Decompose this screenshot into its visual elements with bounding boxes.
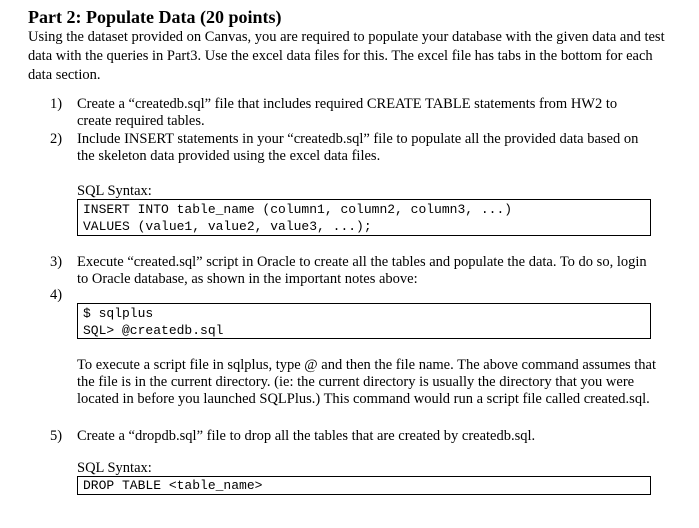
- list-item-text: Include INSERT statements in your “createdb.sql” file to populate all the provided data based on the skeleton data provided using the excel data files.: [77, 131, 639, 164]
- list-item-number: 4): [50, 287, 63, 303]
- drop-syntax-code-box: [77, 476, 651, 495]
- list-item-number: 2): [50, 131, 63, 147]
- code-line: DROP TABLE <table_name>: [83, 478, 263, 493]
- sqlplus-code-box: [77, 303, 651, 339]
- code-line: SQL> @createdb.sql: [83, 323, 224, 338]
- code-line: VALUES (value1, value2, value3, ...);: [83, 219, 372, 234]
- code-line: INSERT INTO table_name (column1, column2, column3, ...): [83, 202, 513, 217]
- section-title: Part 2: Populate Data (20 points): [28, 7, 282, 27]
- insert-syntax-code-box: [77, 199, 651, 236]
- sql-syntax-label: SQL Syntax:: [77, 460, 152, 476]
- intro-paragraph: Using the dataset provided on Canvas, you are required to populate your database with the given data and test data with the queries in Part3. Use the excel data files for this. The excel file has tabs in the bottom for each data section.: [28, 29, 665, 83]
- list-item-text: Create a “createdb.sql” file that includes required CREATE TABLE statements from HW2 to create required tables.: [77, 96, 618, 129]
- sql-syntax-label: SQL Syntax:: [77, 183, 152, 199]
- list-item-text: Execute “created.sql” script in Oracle to create all the tables and populate the data. To do so, login to Oracle database, as shown in the important notes above:: [77, 254, 647, 287]
- list-item-number: 3): [50, 254, 63, 270]
- list-item-text: Create a “dropdb.sql” file to drop all the tables that are created by createdb.sql.: [77, 428, 536, 444]
- code-line: $ sqlplus: [83, 306, 154, 321]
- list-item-number: 1): [50, 96, 63, 112]
- script-note-paragraph: To execute a script file in sqlplus, type @ and then the file name. The above command assumes that the file is in the current directory. (ie: the current directory is usually the directory that you were located in before you launched SQLPlus.) This command would run a script file called created.sql.: [77, 357, 657, 407]
- list-item-number: 5): [50, 428, 63, 444]
